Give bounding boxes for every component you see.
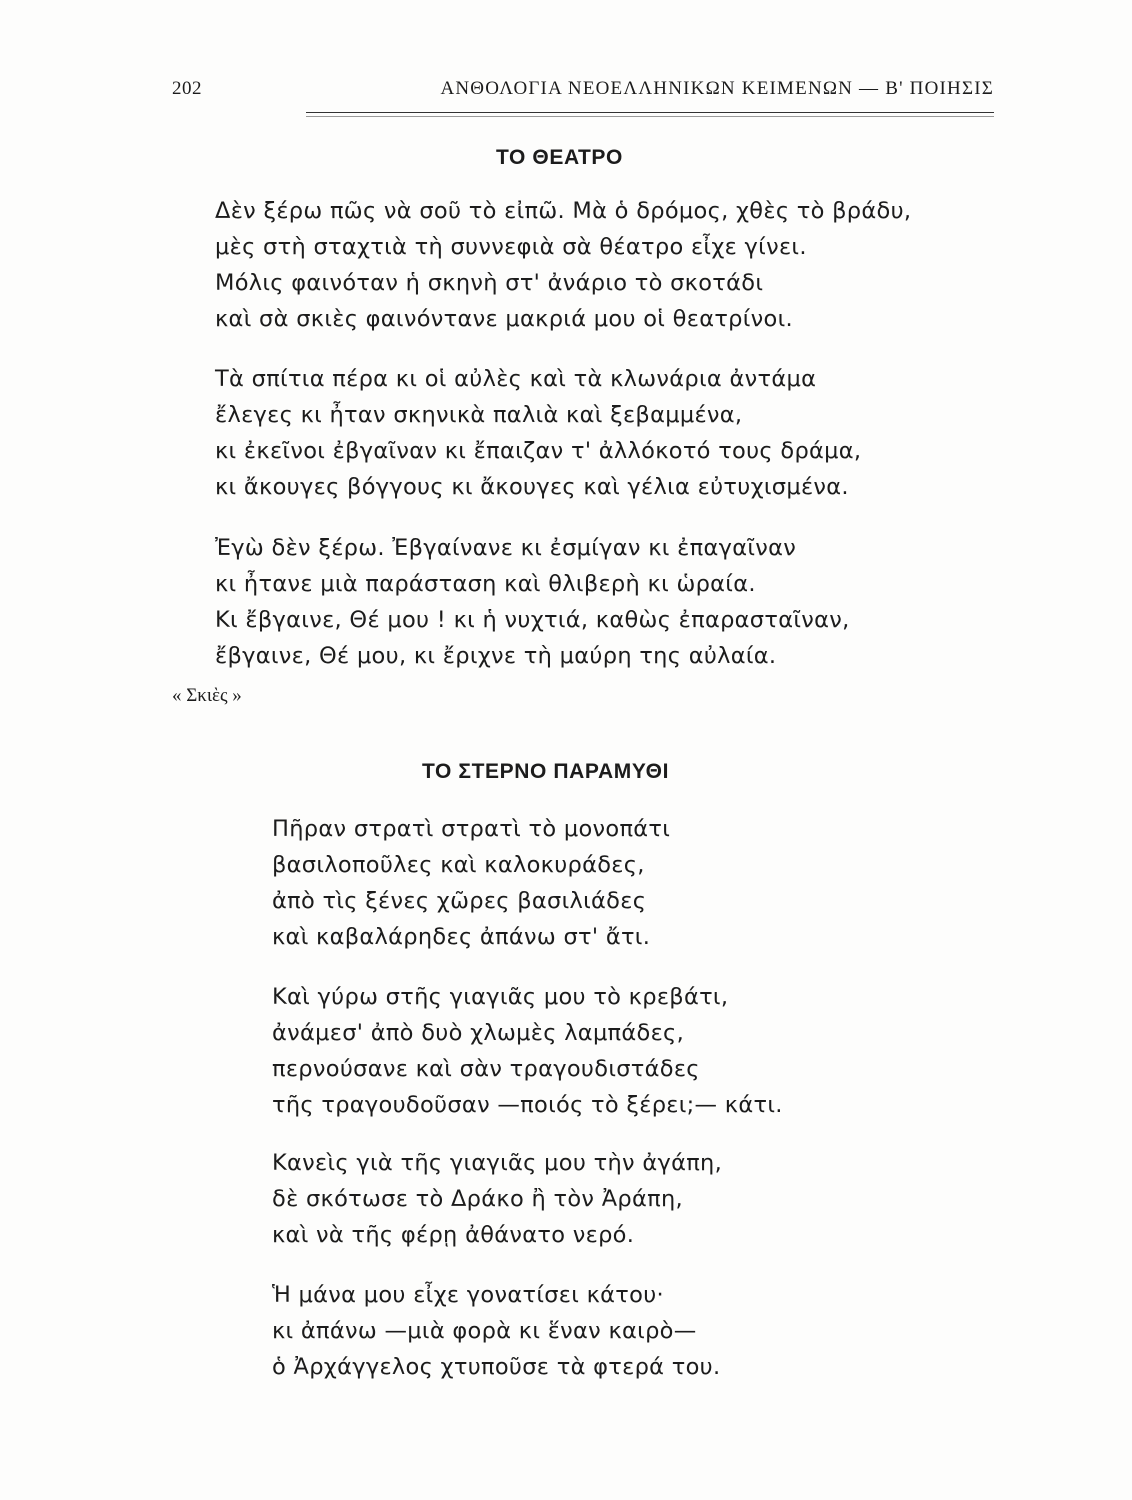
verse-line: ἔβγαινε, Θέ μου, κι ἔριχνε τὴ μαύρη της αὐλαία. (215, 643, 777, 669)
verse-line: Καὶ γύρω στῆς γιαγιᾶς μου τὸ κρεβάτι, (272, 984, 729, 1010)
verse-line: τῆς τραγουδοῦσαν —ποιός τὸ ξέρει;— κάτι. (272, 1092, 783, 1118)
page-number: 202 (172, 78, 202, 99)
verse-line: βασιλοποῦλες καὶ καλοκυράδες, (272, 852, 645, 878)
verse-line: Ἐγὼ δὲν ξέρω. Ἐβγαίνανε κι ἐσμίγαν κι ἐπαγαῖναν (215, 535, 797, 561)
verse-line: περνούσανε καὶ σὰν τραγουδιστάδες (272, 1056, 700, 1082)
poem-title: ΤΟ ΣΤΕΡΝΟ ΠΑΡΑΜΥΘΙ (422, 760, 670, 783)
verse-line: δὲ σκότωσε τὸ Δράκο ἢ τὸν Ἀράπη, (272, 1186, 683, 1212)
verse-line: κι ἀπάνω —μιὰ φορὰ κι ἕναν καιρὸ— (272, 1318, 697, 1344)
verse-line: ἀπὸ τὶς ξένες χῶρες βασιλιάδες (272, 888, 647, 914)
running-title: ΑΝΘΟΛΟΓΙΑ ΝΕΟΕΛΛΗΝΙΚΩΝ ΚΕΙΜΕΝΩΝ — Β' ΠΟΙΗΣΙΣ (440, 78, 994, 99)
verse-line: Ἡ μάνα μου εἶχε γονατίσει κάτου· (272, 1282, 664, 1308)
verse-line: Τὰ σπίτια πέρα κι οἱ αὐλὲς καὶ τὰ κλωνάρια ἀντάμα (215, 366, 817, 392)
verse-line: Μόλις φαινόταν ἡ σκηνὴ στ' ἀνάριο τὸ σκοτάδι (215, 270, 764, 296)
verse-line: Πῆραν στρατὶ στρατὶ τὸ μονοπάτι (272, 816, 671, 842)
verse-line: καὶ καβαλάρηδες ἀπάνω στ' ἄτι. (272, 924, 651, 950)
running-head (172, 78, 994, 112)
verse-line: Κανεὶς γιὰ τῆς γιαγιᾶς μου τὴν ἀγάπη, (272, 1150, 723, 1176)
verse-line: μὲς στὴ σταχτιὰ τὴ συννεφιὰ σὰ θέατρο εἶχε γίνει. (215, 234, 807, 260)
poem-attribution: « Σκιὲς » (172, 685, 242, 706)
verse-line: κι ἐκεῖνοι ἐβγαῖναν κι ἔπαιζαν τ' ἀλλόκοτό τους δράμα, (215, 438, 862, 464)
verse-line: καὶ νὰ τῆς φέρῃ ἀθάνατο νερό. (272, 1222, 635, 1248)
verse-line: καὶ σὰ σκιὲς φαινόντανε μακριά μου οἱ θεατρίνοι. (215, 306, 793, 332)
verse-line: Κι ἔβγαινε, Θέ μου ! κι ἡ νυχτιά, καθὼς ἐπαρασταῖναν, (215, 607, 850, 633)
verse-line: ὁ Ἀρχάγγελος χτυποῦσε τὰ φτερά του. (272, 1354, 721, 1380)
poem-title: ΤΟ ΘΕΑΤΡΟ (496, 146, 623, 169)
verse-line: ἀνάμεσ' ἀπὸ δυὸ χλωμὲς λαμπάδες, (272, 1020, 685, 1046)
header-rule-secondary (306, 116, 994, 117)
header-rule (306, 112, 994, 113)
verse-line: κι ἦτανε μιὰ παράσταση καὶ θλιβερὴ κι ὡραία. (215, 571, 756, 597)
verse-line: κι ἄκουγες βόγγους κι ἄκουγες καὶ γέλια εὐτυχισμένα. (215, 474, 849, 500)
verse-line: Δὲν ξέρω πῶς νὰ σοῦ τὸ εἰπῶ. Μὰ ὁ δρόμος, χθὲς τὸ βράδυ, (215, 198, 912, 224)
verse-line: ἔλεγες κι ἦταν σκηνικὰ παλιὰ καὶ ξεβαμμένα, (215, 402, 743, 428)
